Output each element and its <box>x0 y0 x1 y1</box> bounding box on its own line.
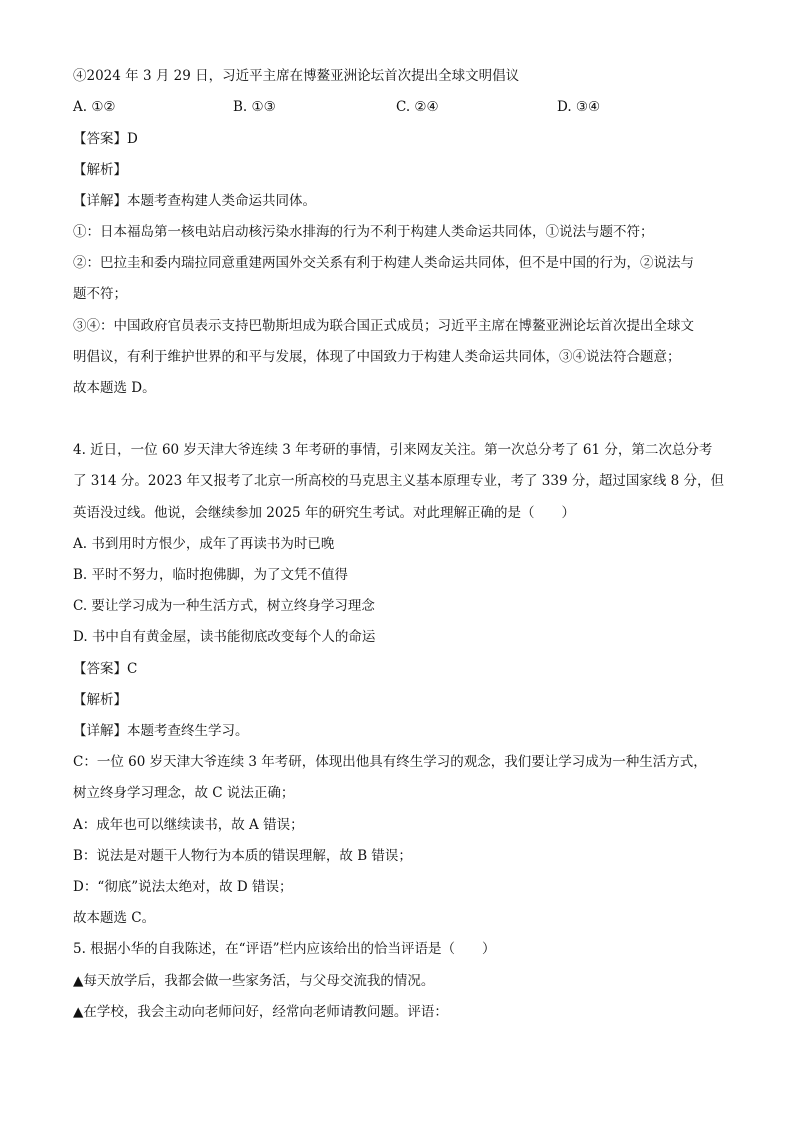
q4-stem-cont-1: 了 314 分。2023 年又报考了北京一所高校的马克思主义基本原理专业，考了 339 分，超过国家线 8 分，但 <box>73 473 725 489</box>
q4-analysis-label: 【解析】 <box>73 692 127 708</box>
q3-detail: 【详解】本题考查构建人类命运共同体。 <box>73 193 316 209</box>
q4-explanation-c-cont: 树立终身学习理念，故 C 说法正确； <box>73 785 295 801</box>
q3-explanation-34: ③④：中国政府官员表示支持巴勒斯坦成为联合国正式成员；习近平主席在博鳌亚洲论坛首次提出全球文 <box>73 318 694 334</box>
q5-item-1: ▲每天放学后，我都会做一些家务活，与父母交流我的情况。 <box>73 973 435 989</box>
q3-choice-a: A. ①② <box>73 99 116 115</box>
q3-answer: 【答案】D <box>73 131 138 147</box>
q3-analysis-label: 【解析】 <box>73 162 127 178</box>
q3-choice-c: C. ②④ <box>396 99 439 115</box>
q4-explanation-b: B：说法是对题干人物行为本质的错误理解，故 B 错误； <box>73 848 412 864</box>
q3-choice-d: D. ③④ <box>557 99 601 115</box>
q4-stem: 4. 近日，一位 60 岁天津大爷连续 3 年考研的事情，引来网友关注。第一次总分考了 61 分，第二次总分考 <box>73 442 713 458</box>
q4-option-a: A. 书到用时方恨少，成年了再读书为时已晚 <box>73 536 335 552</box>
q3-conclusion: 故本题选 D。 <box>73 380 156 396</box>
q3-option-4: ④2024 年 3 月 29 日，习近平主席在博鳌亚洲论坛首次提出全球文明倡议 <box>73 68 520 84</box>
q4-answer: 【答案】C <box>73 661 138 677</box>
q4-option-d: D. 书中自有黄金屋，读书能彻底改变每个人的命运 <box>73 629 376 645</box>
q5-stem: 5. 根据小华的自我陈述，在“评语”栏内应该给出的恰当评语是（ ） <box>73 941 496 957</box>
q4-stem-cont-2: 英语没过线。他说，会继续参加 2025 年的研究生考试。对此理解正确的是（ ） <box>73 505 575 521</box>
q5-item-2: ▲在学校，我会主动向老师问好，经常向老师请教问题。评语： <box>73 1004 448 1020</box>
q3-explanation-34-cont: 明倡议，有利于维护世界的和平与发展，体现了中国致力于构建人类命运共同体，③④说法符合题意； <box>73 349 681 365</box>
q3-choice-b: B. ①③ <box>233 99 276 115</box>
q3-explanation-2-cont: 题不符； <box>73 286 127 302</box>
q4-option-c: C. 要让学习成为一种生活方式，树立终身学习理念 <box>73 598 375 614</box>
q3-explanation-1: ①：日本福岛第一核电站启动核污染水排海的行为不利于构建人类命运共同体，①说法与题不符； <box>73 224 654 240</box>
q4-conclusion: 故本题选 C。 <box>73 910 156 926</box>
q4-explanation-a: A：成年也可以继续读书，故 A 错误； <box>73 817 304 833</box>
q4-explanation-c: C：一位 60 岁天津大爷连续 3 年考研，体现出他具有终生学习的观念，我们要让学习成为一种生活方式， <box>73 754 707 770</box>
q3-explanation-2: ②：巴拉圭和委内瑞拉同意重建两国外交关系有利于构建人类命运共同体，但不是中国的行为，②说法与 <box>73 255 694 271</box>
q4-explanation-d: D：“彻底”说法太绝对，故 D 错误； <box>73 879 293 895</box>
q4-option-b: B. 平时不努力，临时抱佛脚，为了文凭不值得 <box>73 567 349 583</box>
q4-detail: 【详解】本题考查终生学习。 <box>73 723 249 739</box>
